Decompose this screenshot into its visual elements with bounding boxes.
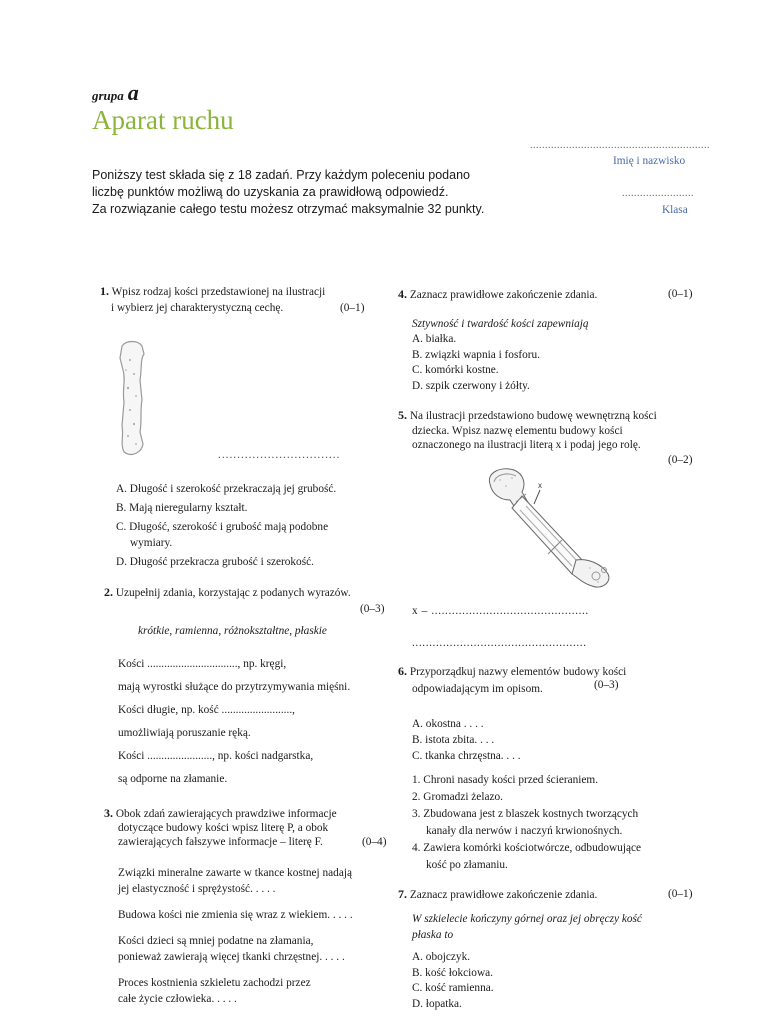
q6-points: (0–3)	[594, 679, 619, 691]
q4-option-c: C. komórki kostne.	[412, 364, 499, 376]
question-4	[398, 286, 698, 303]
group-label	[92, 80, 139, 106]
class-dots: ........................	[622, 188, 694, 199]
q3-points: (0–4)	[362, 836, 387, 848]
q7-option-a: A. obojczyk.	[412, 951, 471, 963]
q7-points: (0–1)	[668, 888, 693, 900]
q1-points: (0–1)	[340, 302, 365, 314]
q3-statement-line: całe życie człowieka. . . . .	[118, 993, 237, 1005]
q2-word-bank: krótkie, ramienna, różnokształtne, płaskie	[138, 625, 327, 637]
name-dots: ............................................................	[530, 140, 710, 151]
q5-number: 5.	[398, 408, 407, 422]
long-bone-cross-section-illustration	[484, 466, 624, 592]
q1-line2: i wybierz jej charakterystyczną cechę.	[111, 302, 284, 314]
q4-stem: Sztywność i twardość kości zapewniają	[412, 318, 589, 330]
q6-description: 4. Zawiera komórki kościotwórcze, odbudowujące	[412, 842, 641, 854]
q7-option-b: B. kość łokciowa.	[412, 966, 493, 979]
q3-line2: dotyczące budowy kości wpisz literę P, a obok	[118, 822, 329, 834]
q2-line1: Uzupełnij zdania, korzystając z podanych wyrazów.	[115, 587, 351, 599]
q2-sentence-line: Kości ................................, np. kręgi,	[118, 658, 287, 670]
question-2	[104, 584, 384, 617]
q7-option-d: D. łopatka.	[412, 997, 462, 1010]
q7-stem	[412, 911, 642, 943]
intro-line: Za rozwiązanie całego testu możesz otrzymać maksymalnie 32 punkty.	[92, 202, 485, 216]
q6-descriptions	[412, 772, 641, 874]
q7-stem-line2: płaska to	[412, 929, 454, 941]
question-7	[398, 886, 698, 903]
question-5	[398, 408, 698, 467]
q2-points: (0–3)	[360, 603, 385, 615]
q2-sentence-line: Kości ......................., np. kości nadgarstka,	[118, 750, 314, 762]
intro-line: liczbę punktów możliwą do uzyskania za prawidłową odpowiedź.	[92, 185, 449, 199]
q2-sentences	[118, 656, 350, 787]
q3-statement-line: Kości dzieci są mniej podatne na złamania,	[118, 935, 314, 947]
q4-points: (0–1)	[668, 288, 693, 300]
q5-answer-line1: x – ..............................................	[412, 605, 589, 617]
q3-statement-line: Proces kostnienia szkieletu zachodzi przez	[118, 977, 311, 989]
q5-points: (0–2)	[668, 453, 693, 466]
page-title: Aparat ruchu	[92, 105, 234, 135]
q2-number: 2.	[104, 585, 113, 599]
q6-line2: odpowiadającym im opisom.	[412, 683, 543, 695]
q6-description: 2. Gromadzi żelazo.	[412, 791, 503, 803]
q2-sentence-line: umożliwiają poruszanie ręką.	[118, 727, 251, 739]
q4-number: 4.	[398, 287, 407, 301]
q1-option-c-cont: wymiary.	[130, 537, 173, 549]
q7-stem-line1: W szkielecie kończyny górnej oraz jej obręczy kość	[412, 913, 642, 925]
q4-option-b: B. związki wapnia i fosforu.	[412, 348, 540, 361]
q7-line1: Zaznacz prawidłowe zakończenie zdania.	[409, 889, 598, 901]
q7-options	[412, 950, 494, 1012]
q1-option-d: D. Długość przekracza grubość i szerokość.	[116, 556, 314, 568]
q1-options	[116, 481, 336, 570]
q2-sentence-line: mają wyrostki służące do przytrzymywania mięśni.	[118, 681, 351, 693]
q5-line2: dziecka. Wpisz nazwę elementu budowy kości	[412, 424, 623, 437]
q1-option-b: B. Mają nieregularny kształt.	[116, 502, 248, 514]
q2-sentence-line: są odporne na złamanie.	[118, 773, 228, 785]
q6-description: 3. Zbudowana jest z blaszek kostnych tworzących	[412, 808, 639, 820]
q3-statement-line: ponieważ zawierają więcej tkanki chrzęstnej. . . . .	[118, 951, 345, 963]
q6-line1: Przyporządkuj nazwy elementów budowy kości	[409, 666, 627, 678]
group-prefix: grupa	[92, 88, 124, 103]
question-6	[398, 663, 698, 698]
q6-number: 6.	[398, 664, 407, 678]
name-label: Imię i nazwisko	[613, 155, 686, 167]
q7-number: 7.	[398, 887, 407, 901]
q1-answer-dots: ................................	[218, 449, 341, 461]
class-label: Klasa	[662, 204, 688, 216]
q6-element: B. istota zbita. . . .	[412, 734, 495, 746]
group-letter: a	[127, 80, 139, 105]
question-1	[100, 283, 370, 316]
irregular-bone-illustration	[112, 340, 152, 460]
q1-option-a: A. Długość i szerokość przekraczają jej grubość.	[116, 483, 337, 495]
intro-line: Poniższy test składa się z 18 zadań. Przy każdym poleceniu podano	[92, 168, 470, 182]
intro-text	[92, 167, 484, 218]
question-3	[104, 806, 394, 849]
q5-line3: oznaczonego na ilustracji literą x i podaj jego rolę.	[412, 439, 641, 451]
q3-statement-line: Związki mineralne zawarte w tkance kostnej nadają	[118, 867, 352, 879]
q1-option-c: C. Długość, szerokość i grubość mają podobne	[116, 521, 329, 533]
q1-line1: Wpisz rodzaj kości przedstawionej na ilustracji	[111, 286, 326, 298]
q4-option-d: D. szpik czerwony i żółty.	[412, 379, 530, 392]
q3-number: 3.	[104, 806, 113, 820]
q3-line3: zawierających fałszywe informacje – literę F.	[118, 836, 323, 848]
q6-elements	[412, 716, 521, 764]
q1-number: 1.	[100, 284, 109, 298]
q5-line1: Na ilustracji przedstawiono budowę wewnętrzną kości	[409, 410, 657, 422]
q4-options	[412, 332, 540, 394]
q4-option-a: A. białka.	[412, 333, 457, 345]
q3-statement-line: Budowa kości nie zmienia się wraz z wiekiem. . . . .	[118, 909, 353, 921]
q6-description: 1. Chroni nasady kości przed ścieraniem.	[412, 774, 599, 786]
q3-line1: Obok zdań zawierających prawdziwe informacje	[115, 808, 337, 820]
q6-description: kość po złamaniu.	[426, 859, 508, 871]
q4-line1: Zaznacz prawidłowe zakończenie zdania.	[409, 289, 598, 301]
q2-sentence-line: Kości długie, np. kość .........................,	[118, 704, 295, 716]
q3-statement-line: jej elastyczność i sprężystość. . . . .	[118, 883, 276, 895]
q6-description: kanały dla nerwów i naczyń krwionośnych.	[426, 825, 623, 837]
q7-option-c: C. kość ramienna.	[412, 982, 494, 994]
q5-label-x: x	[538, 481, 542, 490]
q6-element: A. okostna . . . .	[412, 718, 484, 730]
q3-statements	[118, 865, 353, 1007]
q6-element: C. tkanka chrzęstna. . . .	[412, 750, 521, 762]
q5-answer-line2: ...................................................	[412, 637, 587, 649]
